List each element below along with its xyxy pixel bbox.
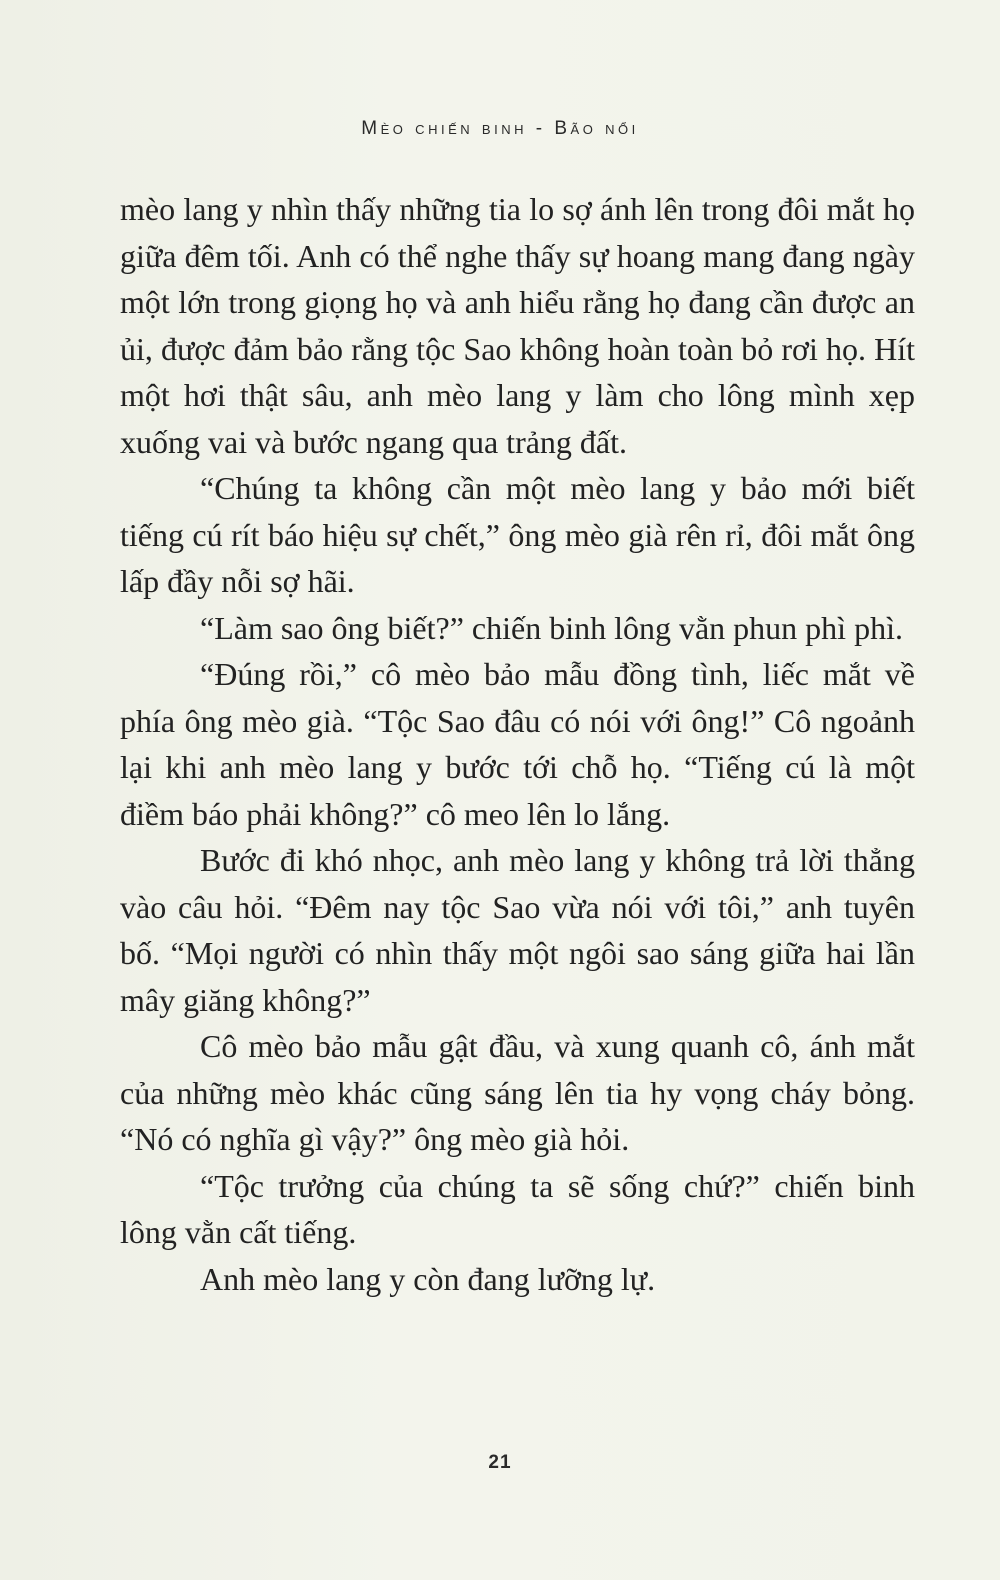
paragraph-4: “Đúng rồi,” cô mèo bảo mẫu đồng tình, liếc mắt về phía ông mèo già. “Tộc Sao đâu có nói với ông!” Cô ngoảnh lại khi anh mèo lang y bước tới chỗ họ. “Tiếng cú là một điềm báo phải không?” cô meo lên lo lắng. (120, 656, 915, 832)
paragraph-7: “Tộc trưởng của chúng ta sẽ sống chứ?” chiến binh lông vằn cất tiếng. (120, 1167, 915, 1250)
running-head: Mèo chiến binh - Bão nổi (361, 118, 639, 139)
body-text (120, 186, 915, 1302)
paragraph-8: Anh mèo lang y còn đang lưỡng lự. (200, 1260, 656, 1297)
paragraph-6: Cô mèo bảo mẫu gật đầu, và xung quanh cô, ánh mắt của những mèo khác cũng sáng lên tia hy vọng cháy bỏng. “Nó có nghĩa gì vậy?” ông mèo già hỏi. (120, 1028, 915, 1157)
paragraph-3: “Làm sao ông biết?” chiến binh lông vằn phun phì phì. (200, 609, 903, 646)
paragraph-2: “Chúng ta không cần một mèo lang y bảo mới biết tiếng cú rít báo hiệu sự chết,” ông mèo già rên rỉ, đôi mắt ông lấp đầy nỗi sợ hãi. (120, 470, 915, 599)
paragraph-5: Bước đi khó nhọc, anh mèo lang y không trả lời thẳng vào câu hỏi. “Đêm nay tộc Sao vừa nói với tôi,” anh tuyên bố. “Mọi người có nhìn thấy một ngôi sao sáng giữa hai lần mây giăng không?” (120, 842, 915, 1018)
paragraph-1: mèo lang y nhìn thấy những tia lo sợ ánh lên trong đôi mắt họ giữa đêm tối. Anh có thể nghe thấy sự hoang mang đang ngày một lớn trong giọng họ và anh hiểu rằng họ đang cần được an ủi, được đảm bảo rằng tộc Sao không hoàn toàn bỏ rơi họ. Hít một hơi thật sâu, anh mèo lang y làm cho lông mình xẹp xuống vai và bước ngang qua trảng đất. (120, 191, 915, 460)
page-number: 21 (488, 1452, 512, 1473)
